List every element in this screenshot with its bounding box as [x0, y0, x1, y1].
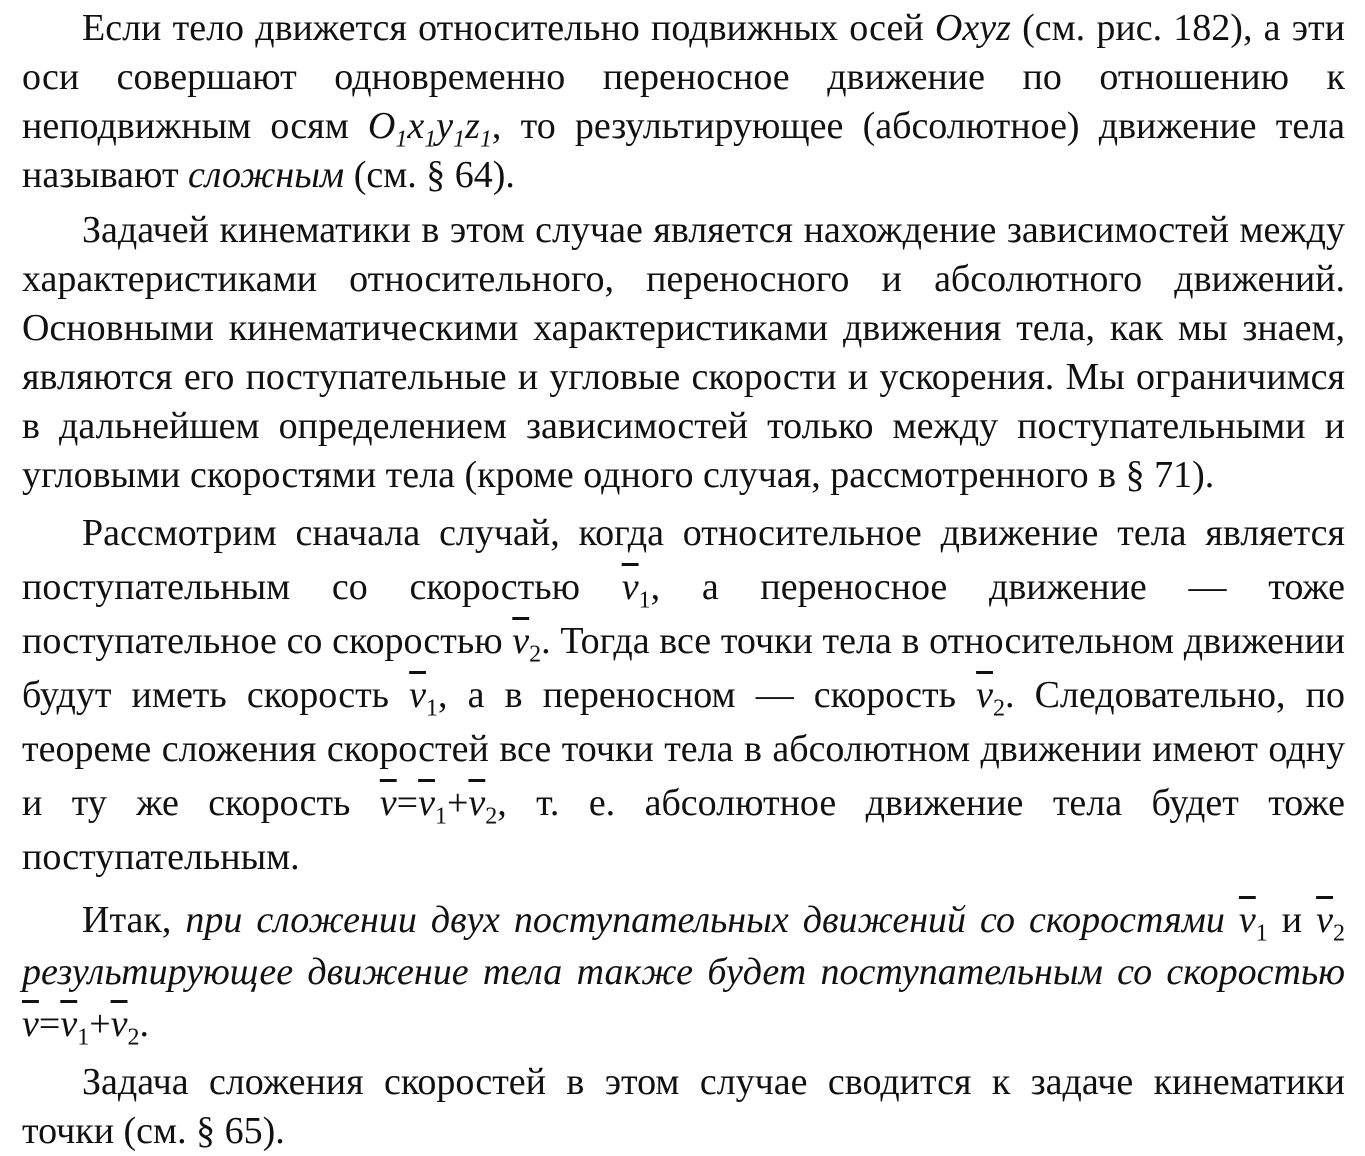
vector-v1: $\overline{v}_1$: [409, 674, 439, 722]
italic-statement: при сложении двух поступательных движений со скоростями: [185, 899, 1239, 941]
paragraph-complex-motion-definition: [22, 4, 1345, 200]
text-run: . Тогда все точки тела в относительном движении будут иметь скорость: [22, 620, 1345, 716]
text-run: .: [139, 1003, 149, 1045]
text-run: Если тело движется относительно подвижных осей: [82, 7, 935, 49]
vector-v2: $\overline{v}_2$: [512, 620, 542, 668]
text-run: . Следовательно, по теореме сложения скоростей все точки тела в абсолютном движении имеют одну и ту же скорость: [22, 674, 1345, 824]
text-run: (см. рис. 182), а эти оси совершают одновременно переносное движение по отношению к неподвижным осям: [22, 7, 1345, 147]
text-run: , а в переносном — скорость: [438, 674, 977, 716]
text-run: , т. е. абсолютное движение тела будет тоже поступательным.: [22, 782, 1345, 878]
vector-v1: $\overline{v}_1$: [1238, 899, 1268, 947]
text-run: , а переносное движение — тоже поступательное со скоростью: [22, 566, 1345, 662]
text-run: (см. § 64).: [344, 154, 515, 196]
paragraph-point-kinematics: Задача сложения скоростей в этом случае сводится к задаче кинематики точки (см. § 65).: [22, 1061, 1345, 1152]
vector-v2: $\overline{v}_2$: [1316, 899, 1345, 947]
document-page: [22, 4, 1345, 1156]
term-complex: сложным: [188, 154, 345, 196]
vector-v1: $\overline{v}_1$: [621, 566, 651, 614]
moving-axes-label: Oxyz: [934, 7, 1011, 49]
text-run: Итак,: [82, 899, 186, 941]
fixed-axes-label: $O_1x_1y_1z_1$: [367, 105, 492, 153]
velocity-sum-formula: $\overline{v}=\overline{v}_1+\overline{v}_2$: [22, 1003, 140, 1051]
paragraph-conclusion: [22, 894, 1345, 1050]
paragraph-translational-case: [22, 506, 1345, 884]
text-run: и: [1267, 899, 1317, 941]
text-run: Рассмотрим сначала случай, когда относительное движение тела является поступательным со скоростью: [22, 512, 1345, 608]
paragraph-kinematics-task: Задачей кинематики в этом случае является нахождение зависимостей между характеристиками относительного, переносного и абсолютного движений. Основными кинематическими характеристиками движения тела, как мы знаем, являются его поступательные и угловые скорости и ускорения. Мы ограничимся в дальнейшем определением зависимостей только между поступательными и угловыми скоростями тела (кроме одного случая, рассмотренного в § 71).: [22, 209, 1345, 496]
vector-v2: $\overline{v}_2$: [976, 674, 1005, 722]
italic-statement: результирующее движение тела также будет поступательным со скоростью: [22, 951, 1345, 993]
velocity-sum-formula: $\overline{v}=\overline{v}_1+\overline{v}_2$: [379, 782, 498, 830]
text-run: , то результирующее (абсолютное) движение тела называют: [22, 105, 1346, 196]
